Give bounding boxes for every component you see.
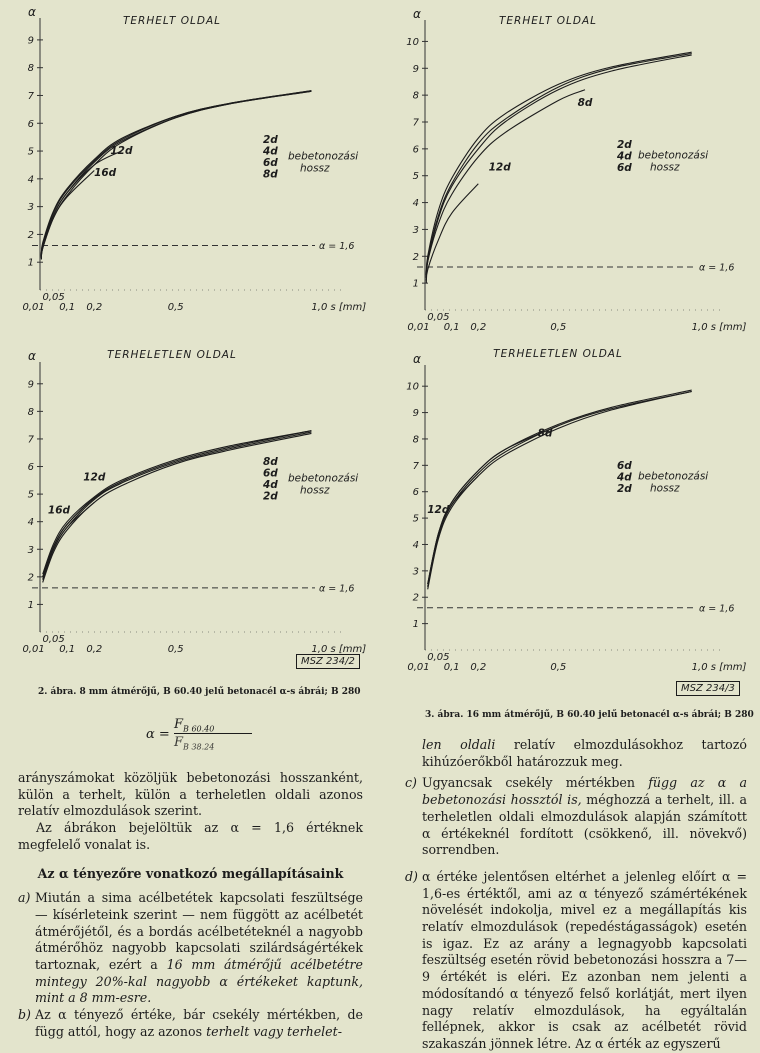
right-continuation [405, 737, 747, 770]
x-tick-label: 0,05 [42, 292, 65, 303]
legend-text: bebetonozási [288, 150, 359, 163]
curve-label: 12d [83, 471, 106, 484]
y-tick-label: 9 [412, 408, 419, 420]
y-tick-label: 1 [27, 599, 34, 611]
x-tick-label: 0,2 [86, 302, 103, 313]
y-tick-label: 8 [412, 434, 419, 446]
legend-item: 6d [263, 467, 278, 480]
curve-label: 12d [427, 503, 450, 516]
list-item-c-text-1: Ugyancsak csekély mértékben [422, 775, 635, 791]
chart-fig3-terheletlen [380, 345, 760, 680]
y-tick-label: 9 [27, 379, 34, 391]
chart-title: TERHELETLEN OLDAL [107, 349, 237, 361]
y-tick-label: 10 [406, 381, 419, 393]
reference-line-label: α = 1,6 [319, 241, 355, 253]
y-axis-label: α [413, 352, 421, 366]
formula-fraction-bar [174, 733, 252, 734]
curve-label: 8d [577, 96, 593, 109]
y-tick-label: 5 [412, 513, 419, 525]
stamp-msz-234-3: MSZ 234/3 [676, 681, 740, 696]
x-tick-label: 0,01 [22, 644, 45, 655]
y-tick-label: 5 [27, 146, 34, 158]
legend-item: 2d [263, 134, 278, 146]
right-column [405, 737, 747, 1053]
x-tick-label: 0,1 [59, 302, 76, 313]
x-tick-label: 0,5 [550, 662, 567, 673]
list-item-a-text: Miután a sima acélbetétek kapcsolati feszültsége — kísérleteink szerint — nem függött az acélbetét átmérőjétől, és a bordás acélbetéteknél a nagyobb átmérőhöz nagyobb kapcsolati szilárdságértékek tartoznak, ezért a [35, 890, 363, 973]
reference-line-label: α = 1,6 [699, 603, 735, 615]
legend-item: 2d [617, 139, 632, 151]
y-tick-label: 4 [412, 198, 419, 210]
x-tick-label: 0,1 [443, 662, 460, 673]
y-tick-label: 5 [412, 171, 419, 183]
legend-item: 4d [617, 471, 632, 484]
list-item-c [405, 775, 747, 859]
chart-title: TERHELT OLDAL [499, 15, 597, 27]
y-tick-label: 8 [27, 406, 34, 418]
series-line-16d [41, 171, 94, 260]
curve-label: 12d [110, 144, 133, 157]
curve-label: 16d [47, 504, 71, 517]
x-tick-label: 0,05 [42, 634, 65, 645]
chart-fig3-terhelt [380, 0, 760, 345]
legend-item: 2d [263, 490, 278, 503]
legend-item: 4d [263, 145, 278, 158]
legend-item: 4d [617, 150, 632, 163]
left-paragraph-2: Az ábrákon bejelöltük az α = 1,6 értéknek megfelelő vonalat is. [18, 820, 363, 852]
y-tick-label: 3 [412, 566, 419, 578]
y-tick-label: 5 [27, 489, 34, 501]
legend-text: bebetonozási [288, 472, 359, 485]
y-tick-label: 9 [412, 63, 419, 75]
y-tick-label: 6 [412, 144, 419, 156]
y-tick-label: 4 [27, 174, 34, 186]
stamp-msz-234-2: MSZ 234/2 [296, 654, 360, 669]
x-tick-label: 0,01 [22, 302, 45, 313]
x-tick-label: 1,0 s [mm] [311, 302, 367, 313]
list-item-c-label: c) [405, 775, 417, 791]
list-item-c-emphasis: függ az α a bebetonozási hossztól is, [422, 775, 747, 808]
y-tick-label: 1 [412, 619, 419, 631]
series-line-6d [43, 431, 312, 577]
chart-title: TERHELT OLDAL [123, 15, 221, 27]
legend-item: 6d [263, 157, 278, 169]
x-tick-label: 0,1 [443, 322, 460, 333]
legend-item: 6d [617, 162, 632, 174]
formula-denominator-symbol: F [174, 735, 184, 750]
legend-text: hossz [300, 162, 330, 175]
x-tick-label: 0,2 [86, 644, 103, 655]
alpha-formula [146, 717, 266, 757]
list-item-c-text-2: méghozzá a terhelt, ill. a terheletlen oldali elmozdulások alapján számított α értékeknél fordított (csökkenő, ill. növekvő) sorrendben. [422, 792, 747, 858]
series-line-12d [43, 483, 122, 577]
y-tick-label: 1 [27, 257, 34, 269]
chart-title: TERHELETLEN OLDAL [493, 348, 623, 360]
figure-2-caption: 2. ábra. 8 mm átmérőjű, B 60.40 jelű betonacél α-s ábrái; B 280 [38, 687, 361, 697]
y-axis-label: α [28, 5, 36, 19]
y-tick-label: 6 [27, 118, 34, 130]
list-item-a [18, 890, 363, 1007]
formula-denominator-sub: B 38.24 [183, 742, 215, 752]
figure-3-caption: 3. ábra. 16 mm átmérőjű, B 60.40 jelű betonacél α-s ábrái; B 280 [425, 710, 754, 720]
y-tick-label: 4 [412, 539, 419, 551]
legend-item: 6d [617, 460, 632, 472]
list-item-a-label: a) [18, 890, 31, 906]
list-item-b-label: b) [18, 1007, 31, 1023]
legend-item: 8d [263, 168, 278, 181]
right-continuation-text: relatív elmozdulásokhoz tartozó kihúzóerőkből határozzuk meg. [422, 737, 747, 769]
y-tick-label: 7 [27, 90, 34, 102]
legend-item: 8d [263, 456, 278, 468]
list-item-b-emphasis: terhelt vagy terhelet- [206, 1023, 342, 1039]
list-item-b [18, 1007, 363, 1040]
y-tick-label: 4 [27, 517, 34, 529]
formula-denominator [174, 735, 214, 752]
formula-lhs: α = [146, 727, 170, 742]
left-column [18, 770, 363, 1041]
legend-item: 2d [617, 483, 632, 495]
y-tick-label: 3 [27, 544, 34, 556]
legend-item: 4d [263, 479, 278, 491]
y-tick-label: 8 [412, 90, 419, 102]
y-tick-label: 3 [412, 224, 419, 236]
chart-fig2-terhelt [0, 0, 367, 320]
x-tick-label: 0,05 [427, 312, 450, 323]
legend-text: bebetonozási [638, 470, 709, 483]
y-tick-label: 3 [27, 202, 34, 214]
y-tick-label: 6 [27, 462, 34, 474]
formula-numerator [174, 717, 214, 734]
x-tick-label: 0,01 [407, 662, 430, 673]
x-tick-label: 0,5 [167, 644, 184, 655]
y-tick-label: 10 [406, 36, 419, 48]
y-axis-label: α [413, 7, 421, 21]
legend-text: bebetonozási [638, 149, 709, 162]
x-tick-label: 0,01 [407, 322, 430, 333]
x-tick-label: 0,2 [470, 662, 487, 673]
legend-text: hossz [300, 484, 330, 497]
y-axis-label: α [28, 349, 36, 363]
curve-label: 12d [488, 161, 511, 174]
y-tick-label: 7 [412, 117, 419, 129]
formula-numerator-sub: B 60.40 [183, 724, 215, 734]
x-tick-label: 1,0 s [mm] [691, 322, 747, 333]
legend-text: hossz [650, 482, 680, 495]
legend-text: hossz [650, 161, 680, 174]
left-paragraph-1: arányszámokat közöljük bebetonozási hosszanként, külön a terhelt, külön a terheletlen oldali azonos relatív elmozdulások szerint. [18, 770, 363, 819]
list-item-b-text: Az α tényező értéke, bár csekély mértékben, de függ attól, hogy az azonos [35, 1007, 363, 1039]
list-item-d-label: d) [405, 868, 418, 884]
y-tick-label: 1 [412, 278, 419, 290]
y-tick-label: 7 [27, 434, 34, 446]
section-heading: Az α tényezőre vonatkozó megállapításaink [37, 865, 344, 881]
x-tick-label: 0,5 [550, 322, 567, 333]
x-tick-label: 0,1 [59, 644, 76, 655]
x-tick-label: 0,2 [470, 322, 487, 333]
x-tick-label: 1,0 s [mm] [311, 644, 367, 655]
chart-fig2-terheletlen [0, 340, 367, 670]
y-tick-label: 9 [27, 35, 34, 47]
y-tick-label: 2 [27, 572, 34, 584]
reference-line-label: α = 1,6 [319, 583, 355, 595]
list-item-d [405, 869, 747, 1053]
curve-label: 8d [537, 427, 553, 440]
y-tick-label: 2 [412, 592, 419, 604]
list-item-a-emphasis: 16 mm átmérőjű acélbetétre mintegy 20%-kal nagyobb α értékeket kaptunk, mint a 8 mm-esre. [35, 957, 363, 1006]
curve-label: 16d [94, 167, 117, 180]
right-continuation-emphasis: len oldali [422, 737, 496, 752]
list-item-d-text: α értéke jelentősen eltérhet a jelenleg előírt α = 1,6-es értéktől, ami az α tényező számértékének növelését indokolja, mivel ez a megállapítás kis relatív elmozdulások (repedéstágasságok) esetén is igaz. Ez az arány a legnagyobb kapcsolati feszültség esetén rövid bebetonozási hosszra a 7—9 értékét is eléri. Ez azonban nem jelenti a módosítandó α tényező felső korlátját, mert ilyen nagy relatív elmozdulások, ha egyáltalán fellépnek, akkor is csak az acélbetét rövid szakaszán jönnek létre. Az α érték az egyszerű [422, 868, 747, 1051]
y-tick-label: 7 [412, 460, 419, 472]
x-tick-label: 0,5 [167, 302, 184, 313]
y-tick-label: 6 [412, 487, 419, 499]
series-line-8d [426, 90, 585, 278]
y-tick-label: 8 [27, 63, 34, 75]
series-line-12d [428, 476, 479, 587]
formula-numerator-symbol: F [174, 717, 184, 732]
x-tick-label: 0,05 [427, 652, 450, 663]
reference-line-label: α = 1,6 [699, 262, 735, 274]
y-tick-label: 2 [412, 251, 419, 263]
x-tick-label: 1,0 s [mm] [691, 662, 747, 673]
y-tick-label: 2 [27, 229, 34, 241]
